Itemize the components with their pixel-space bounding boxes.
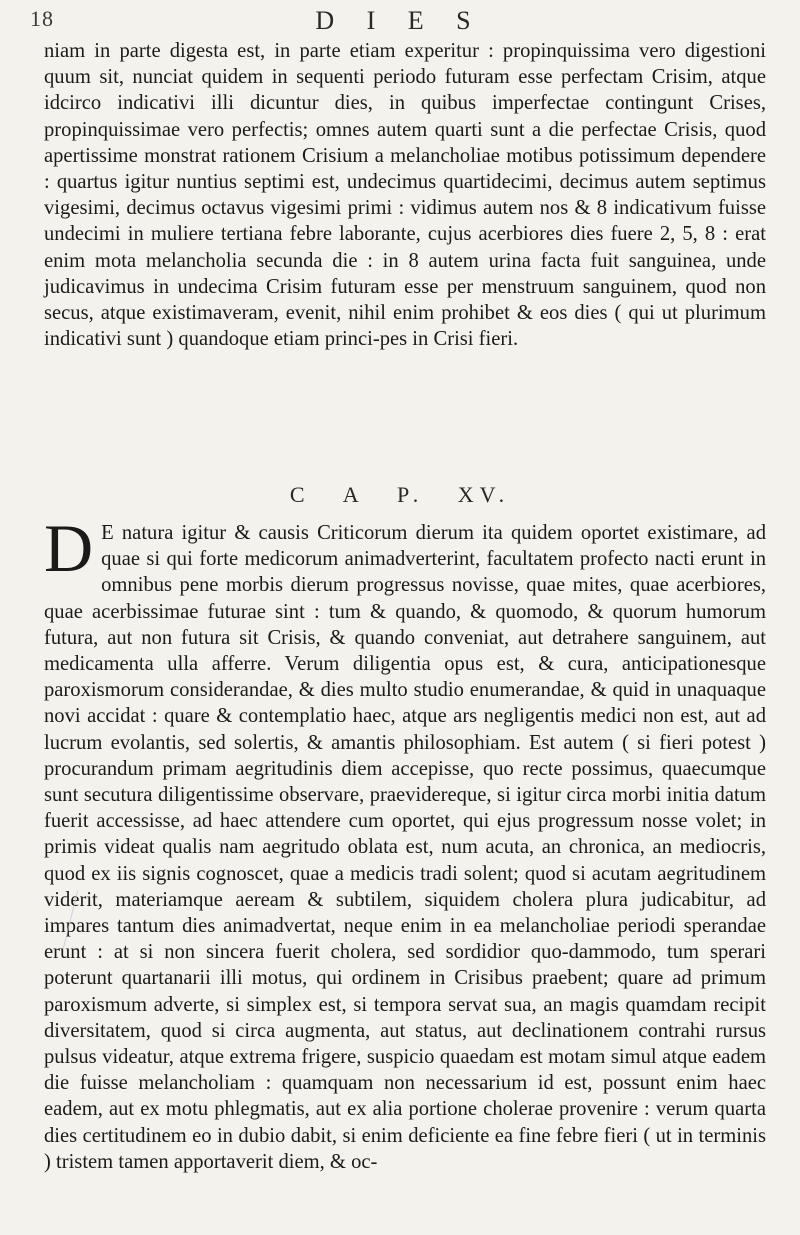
paragraph-1-text: niam in parte digesta est, in parte etiam experitur : propinquissima vero digestioni quum sit, nunciat quidem in sequenti periodo futuram esse perfectam Crisim, atque idcirco indicativi illi dicuntur dies, in quibus imperfectae contingunt Crises, propinquissimae vero perfectis; omnes autem quarti sunt a die perfectae Crisis, quod apertissime monstrat rationem Crisium a melancholiae motibus potissimum dependere : quartus igitur nuntius septimi est, undecimus quartidecimi, decimus autem septimus vigesimi, decimus octavus vigesimi primi : vidimus autem nos & 8 indicativum fuisse undecimi in muliere tertiana febre laborante, cujus acerbiores dies fuere 2, 5, 8 : erat enim mota melancholia secunda die : in 8 autem urina facta fuit sanguinea, unde judicavimus in undecima Crisim futuram esse per menstruum sanguinem, quod non secus, atque existimaveram, evenit, nihil enim prohibet & eos dies ( qui ut plurimum indicativi sunt ) quandoque etiam princi-pes in Crisi fieri. [44,40,766,351]
running-head: D I E S [315,6,475,35]
page-number: 18 [30,6,54,31]
paragraph-continued [44,38,766,352]
chapter-paragraph [44,510,766,1175]
chapter-heading: C A P. XV. [289,482,511,507]
paragraph-2-text: E natura igitur & causis Criticorum dierum ita quidem oportet existimare, ad quae si qui forte medicorum animadverterint, facultatem profecto nacti erunt in omnibus pene morbis dierum progressus novisse, quae mites, quae acerbiores, quae acerbissimae futurae sint : tum & quando, & quomodo, & quorum humorum futura, aut non futura sit Crisis, & quando conveniat, aut detrahere sanguinem, aut medicamenta ulla afferre. Verum diligentia opus est, & cura, anticipationesque paroxismorum considerandae, & dies multo studio enumerandae, & quid in unaquaque novi accidat : quare & contemplatio haec, atque ars negligentis medici non est, aut ad lucrum evolantis, sed solertis, & amantis philosophiam. Est autem ( si fieri potest ) procurandum primam aegritudinis diem accepisse, quo recte possimus, quaecumque sunt secutura diligentissime observare, praevidereque, si igitur circa morbi initia datum fuerit accessisse, ad haec attendere cum oportet, qui ejus progressum nosse volet; in primis videat qualis nam aegritudo oblata est, num acuta, an chronica, an mediocris, quod ex iis signis cognoscet, quae a medicis tradi solent; quod si acutam aegritudinem viderit, materiamque aeream & subtilem, siquidem cholera plura judicabitur, ad impares tantum dies animadvertat, neque enim in ea melancholiae periodi sperandae erunt : at si non sincera fuerit cholera, sed sordidior quo-dammodo, tum sperari poterunt quartanarii illi motus, qui ordinem in Crisibus praebent; quare ad primum paroxismum adverte, si simplex est, si tempora servat sua, an magis quamdam recipit diversitatem, quod si circa augmenta, aut status, aut declinationem contrahi rursus pulsus videatur, atque extrema frigere, suspicio quaedam est motam simul atque eadem die fuisse melancholiam : quamquam non necessarium id est, possunt enim haec eadem, aut ex motu phlegmatis, aut ex alia portione cholerae provenire : verum quarta dies certitudinem eo in dubio dabit, si enim deficiente ea fine febre fieri ( ut in terminis ) tristem tamen apportaverit diem, & oc- [44,522,766,1173]
drop-cap: D [44,510,94,586]
page-header [30,6,760,40]
